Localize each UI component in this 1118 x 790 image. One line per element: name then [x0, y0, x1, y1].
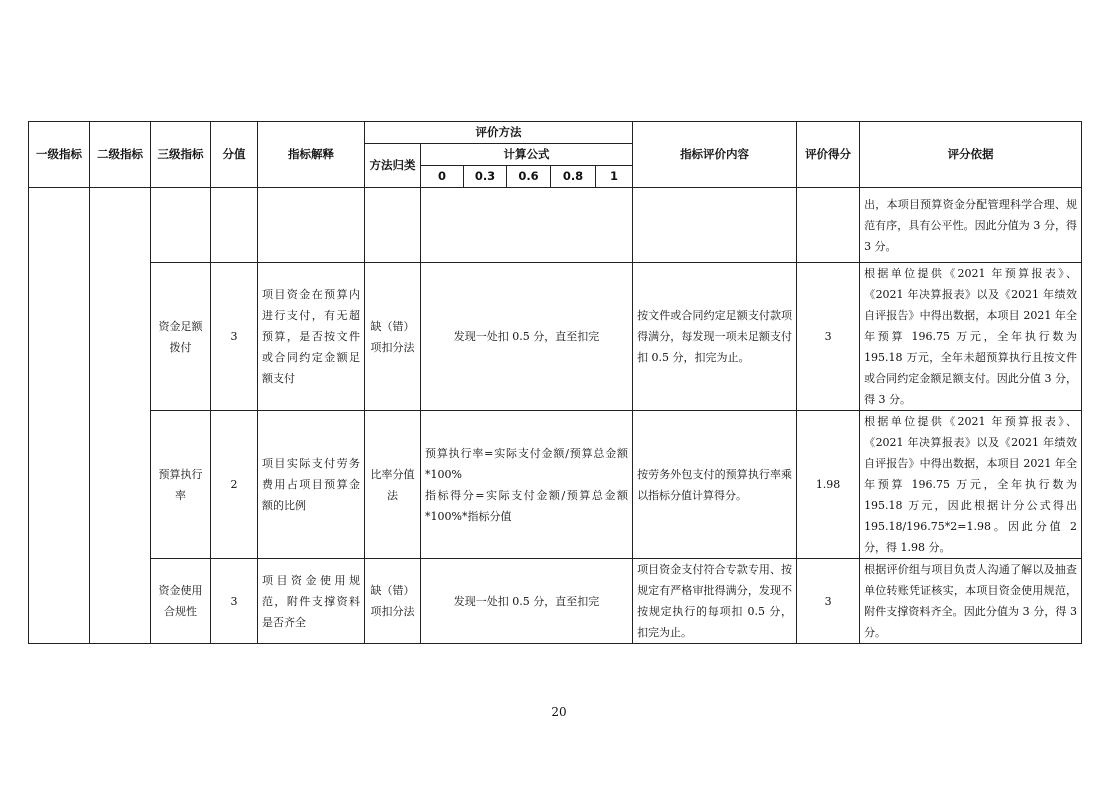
- header-method-group: 评价方法: [365, 122, 633, 144]
- explain-cell: 项目资金在预算内进行支付，有无超预算，是否按文件或合同约定金额足额支付: [258, 263, 365, 411]
- explain-cell: 项目实际支付劳务费用占项目预算金额的比例: [258, 411, 365, 559]
- page-number: 20: [551, 705, 567, 719]
- score-cell: 2: [211, 411, 258, 559]
- header-formula: 计算公式: [421, 144, 633, 166]
- explain-cell: 项目资金使用规范，附件支撑资料是否齐全: [258, 559, 365, 644]
- table-row: [29, 559, 1082, 644]
- header-level3: 三级指标: [151, 122, 211, 188]
- header-level1: 一级指标: [29, 122, 90, 188]
- header-f08: 0.8: [551, 166, 596, 188]
- header-content: 指标评价内容: [633, 122, 797, 188]
- basis-cell: 根据单位提供《2021 年预算报表》、《2021 年决算报表》以及《2021 年绩效自评报告》中得出数据，本项目 2021 年全年预算 196.75 万元，全年执行数为 195.18 万元，因此根据计分公式得出 195.18/196.75*2=1.98。因此分值 2 分，得 1.98 分。: [860, 411, 1082, 559]
- level2-cell: [90, 188, 151, 644]
- score-cell: 3: [211, 559, 258, 644]
- header-f06: 0.6: [507, 166, 551, 188]
- header-basis: 评分依据: [860, 122, 1082, 188]
- formula-line: 指标得分=实际支付金额/预算总金额*100%*指标分值: [425, 488, 629, 523]
- formula-line: 预算执行率=实际支付金额/预算总金额*100%: [425, 446, 629, 481]
- table-row: [29, 188, 1082, 263]
- result-cell: 1.98: [797, 411, 860, 559]
- table-row: [29, 411, 1082, 559]
- header-f0: 0: [421, 166, 464, 188]
- method-type-cell: 比率分值法: [365, 411, 421, 559]
- formula-cell: 发现一处扣 0.5 分，直至扣完: [421, 263, 633, 411]
- header-f1: 1: [596, 166, 633, 188]
- basis-cell: 出，本项目预算资金分配管理科学合理、规范有序，具有公平性。因此分值为 3 分，得 3 分。: [860, 188, 1082, 263]
- formula-cell: [421, 411, 633, 559]
- basis-cell: 根据评价组与项目负责人沟通了解以及抽查单位转账凭证核实，本项目资金使用规范，附件支撑资料齐全。因此分值为 3 分，得 3 分。: [860, 559, 1082, 644]
- content-cell: 按文件或合同约定足额支付款项得满分，每发现一项未足额支付扣 0.5 分，扣完为止。: [633, 263, 797, 411]
- header-f03: 0.3: [464, 166, 507, 188]
- result-cell: 3: [797, 263, 860, 411]
- content-cell: 项目资金支付符合专款专用、按规定有严格审批得满分，发现不按规定执行的每项扣 0.5 分，扣完为止。: [633, 559, 797, 644]
- level1-cell: [29, 188, 90, 644]
- header-result: 评价得分: [797, 122, 860, 188]
- level3-cell: 预算执行率: [151, 411, 211, 559]
- header-explain: 指标解释: [258, 122, 365, 188]
- method-type-cell: 缺（错）项扣分法: [365, 263, 421, 411]
- content-cell: 按劳务外包支付的预算执行率乘以指标分值计算得分。: [633, 411, 797, 559]
- score-cell: 3: [211, 263, 258, 411]
- level3-cell: 资金足额拨付: [151, 263, 211, 411]
- formula-cell: 发现一处扣 0.5 分，直至扣完: [421, 559, 633, 644]
- basis-cell: 根据单位提供《2021 年预算报表》、《2021 年决算报表》以及《2021 年绩效自评报告》中得出数据，本项目 2021 年全年预算 196.75 万元，全年执行数为 195.18 万元，全年未超预算执行且按文件或合同约定金额足额支付。因此分值 3 分，得 3 分。: [860, 263, 1082, 411]
- header-level2: 二级指标: [90, 122, 151, 188]
- table-row: [29, 263, 1082, 411]
- evaluation-table: [28, 121, 1082, 644]
- method-type-cell: 缺（错）项扣分法: [365, 559, 421, 644]
- header-score: 分值: [211, 122, 258, 188]
- level3-cell: 资金使用合规性: [151, 559, 211, 644]
- result-cell: 3: [797, 559, 860, 644]
- header-method-type: 方法归类: [365, 144, 421, 188]
